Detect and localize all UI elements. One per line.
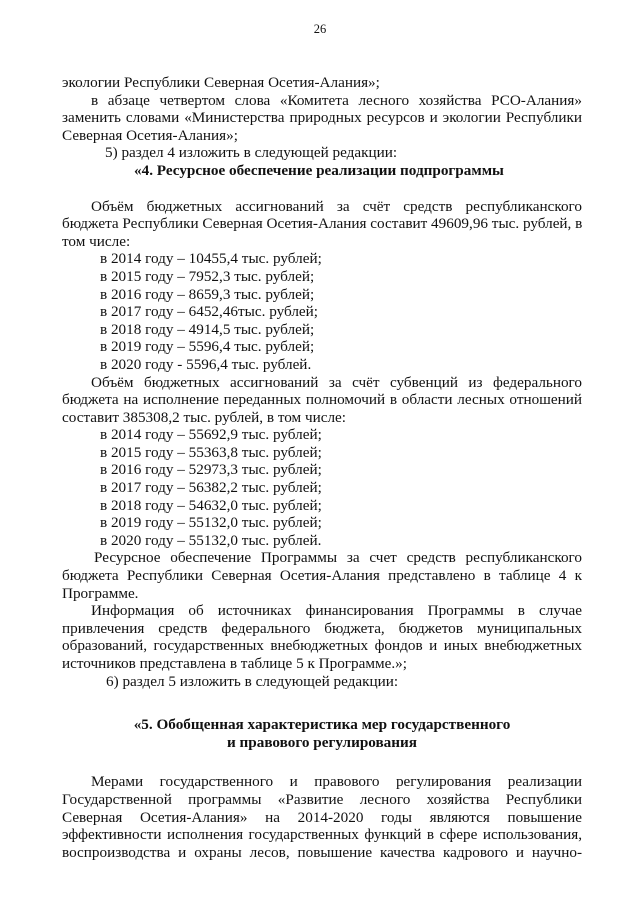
list-item: в 2019 году – 55132,0 тыс. рублей; [100, 514, 322, 532]
text-line: Программе. [62, 584, 139, 602]
page-number: 26 [313, 22, 327, 36]
list-item: в 2017 году – 6452,46тыс. рублей; [100, 303, 318, 321]
text-line: Государственной программы «Развитие лесного хозяйства Республики [62, 790, 582, 808]
section-5-heading: «5. Обобщенная характеристика мер государственного [133, 716, 511, 734]
text-line: экологии Республики Северная Осетия-Алания»; [62, 74, 380, 91]
list-item: в 2019 году – 5596,4 тыс. рублей; [100, 338, 315, 356]
text-line: бюджета Республики Северная Осетия-Алания составит 49609,96 тыс. рублей, в [62, 215, 583, 233]
text-line: воспроизводства и охраны лесов, повышение качества кадрового и научно- [62, 843, 582, 861]
list-item: в 2020 году - 5596,4 тыс. рублей. [100, 355, 312, 373]
text-line: образований, государственных внебюджетных фондов и иных внебюджетных [62, 637, 582, 655]
list-item: в 2017 году – 56382,2 тыс. рублей; [100, 479, 322, 497]
list-item: в 2014 году – 55692,9 тыс. рублей; [100, 426, 322, 444]
section-4-heading: «4. Ресурсное обеспечение реализации подпрограммы [134, 161, 504, 179]
text-line: Северная Осетия-Алания»; [62, 126, 238, 144]
section-5-heading: и правового регулирования [227, 733, 417, 751]
text-line: привлечения средств федерального бюджета, бюджетов муниципальных [62, 619, 582, 637]
text-line: 6) раздел 5 изложить в следующей редакции: [106, 672, 399, 690]
list-item: в 2018 году – 54632,0 тыс. рублей; [100, 496, 322, 514]
text-line: Северная Осетия-Алания» на 2014-2020 годы являются повышение [62, 808, 582, 826]
text-line: составит 385308,2 тыс. рублей, в том числе: [62, 408, 347, 426]
document-body [62, 74, 582, 861]
text-line: том числе: [62, 232, 131, 250]
list-item: в 2020 году – 55132,0 тыс. рублей. [100, 531, 322, 549]
text-line: 5) раздел 4 изложить в следующей редакции: [105, 144, 398, 162]
list-item: в 2014 году – 10455,4 тыс. рублей; [100, 250, 322, 268]
list-item: в 2015 году – 7952,3 тыс. рублей; [100, 267, 315, 285]
list-item: в 2016 году – 52973,3 тыс. рублей; [100, 461, 322, 479]
text-line: Объём бюджетных ассигнований за счёт субвенций из федерального [91, 373, 582, 391]
text-line: в абзаце четвертом слова «Комитета лесного хозяйства РСО-Алания» [91, 91, 582, 109]
text-line: эффективности исполнения государственных функций в сфере использования, [62, 826, 582, 844]
text-line: Объём бюджетных ассигнований за счёт средств республиканского [91, 197, 582, 215]
text-line: Мерами государственного и правового регулирования реализации [91, 773, 582, 791]
list-item: в 2018 году – 4914,5 тыс. рублей; [100, 320, 315, 338]
text-line: Ресурсное обеспечение Программы за счет средств республиканского [94, 549, 582, 567]
text-line: бюджета Республики Северная Осетия-Алания представлено в таблице 4 к [62, 567, 582, 585]
list-item: в 2015 году – 55363,8 тыс. рублей; [100, 443, 322, 461]
text-line: источников представлена в таблице 5 к Программе.»; [62, 655, 407, 672]
text-line: заменить словами «Министерства природных ресурсов и экологии Республики [62, 109, 582, 127]
text-line: бюджета на исполнение переданных полномочий в области лесных отношений [62, 391, 582, 409]
list-item: в 2016 году – 8659,3 тыс. рублей; [100, 285, 315, 303]
text-line: Информация об источниках финансирования Программы в случае [91, 602, 582, 620]
